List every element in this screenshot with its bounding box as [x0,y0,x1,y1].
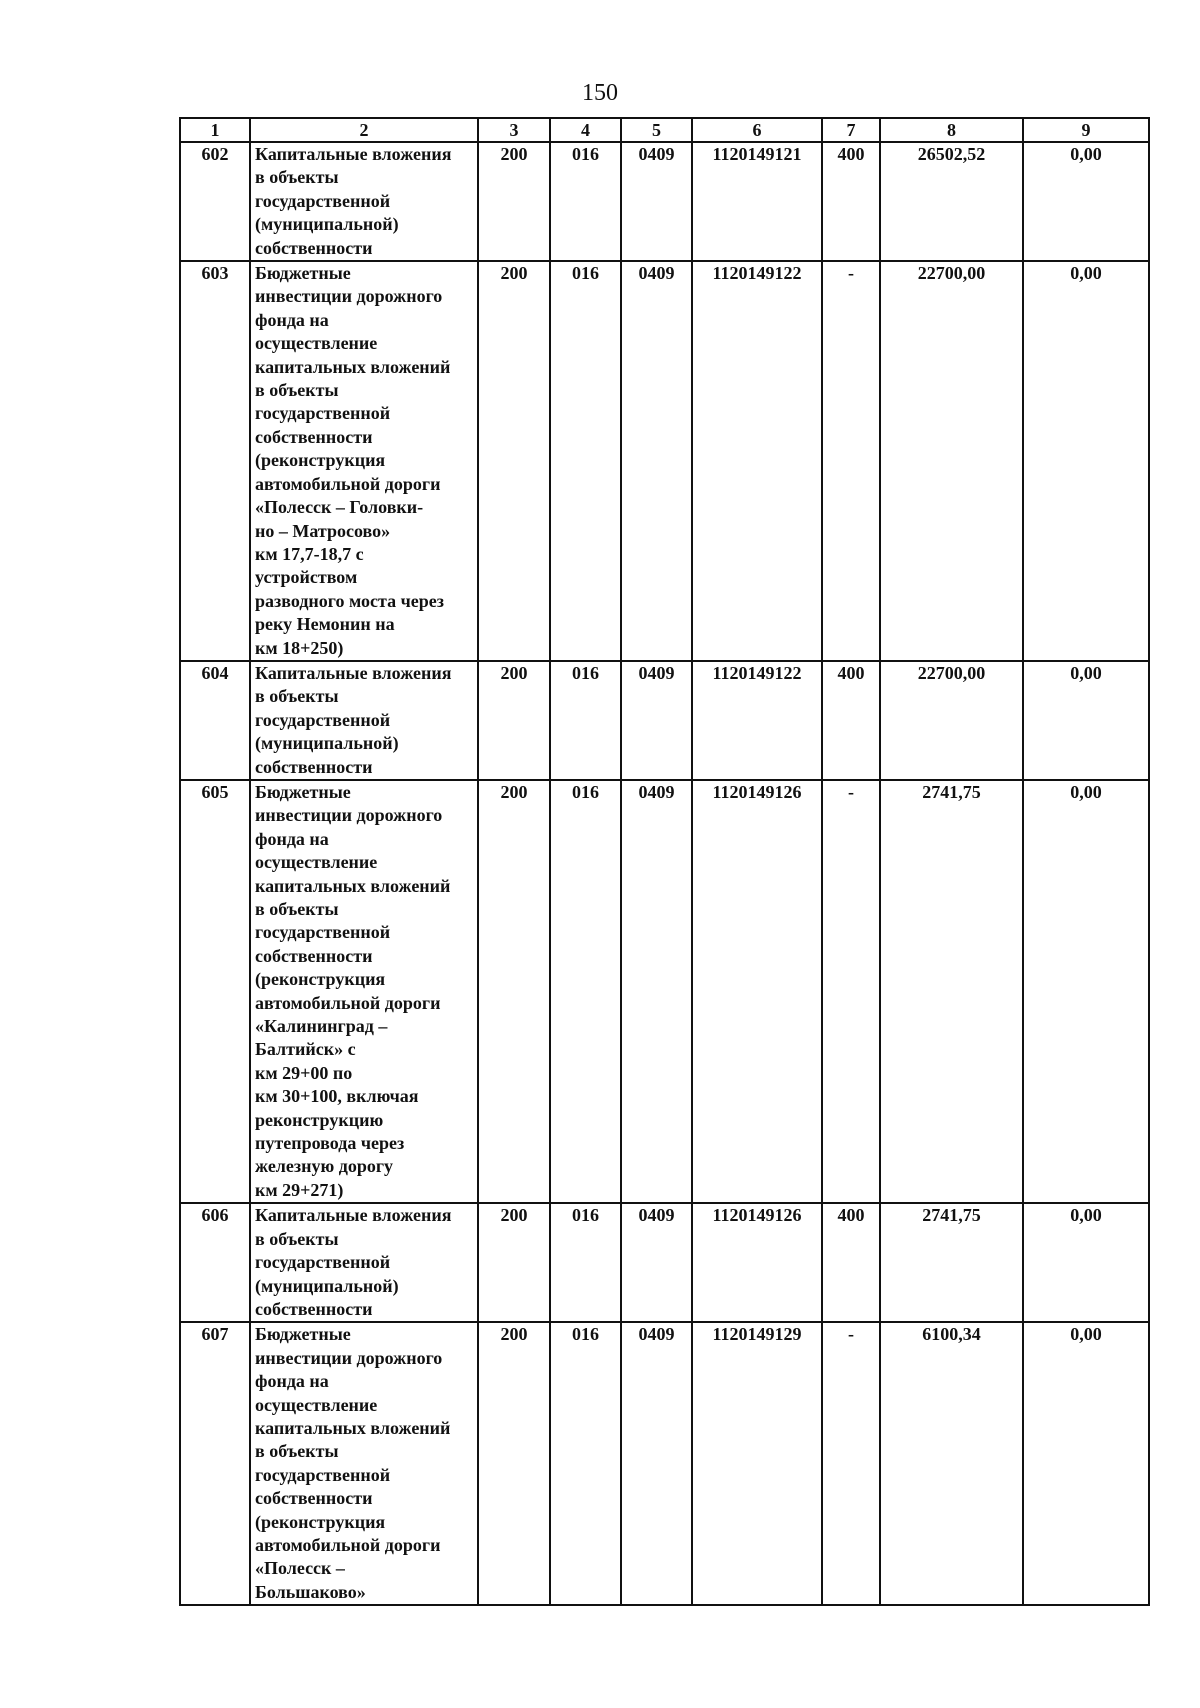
budget-table [179,117,1150,1606]
page-number: 150 [582,80,618,106]
row-col-8: 26502,52 [880,142,1023,261]
row-col-3: 200 [478,261,550,661]
row-col-8: 2741,75 [880,780,1023,1203]
table-body [180,142,1149,1605]
row-col-9: 0,00 [1023,1322,1149,1605]
row-col-5: 0409 [621,780,692,1203]
column-header-3: 3 [478,118,550,142]
row-col-7: - [822,261,880,661]
row-col-6: 1120149121 [692,142,822,261]
row-number: 605 [180,780,250,1203]
row-col-3: 200 [478,1203,550,1322]
table-header [180,118,1149,142]
row-name [250,142,478,261]
row-name-text: Бюджетные инвестиции дорожного фонда на осуществление капитальных вложений в объекты государственной собственности (реконструкция автомобильной дороги «Полесск – Головки- но – Матросово» км 17,7-18,7 с устройством разводного моста через реку Немонин на км 18+250) [255,263,451,658]
column-header-7: 7 [822,118,880,142]
row-name-text: Бюджетные инвестиции дорожного фонда на осуществление капитальных вложений в объекты государственной собственности (реконструкция автомобильной дороги «Калининград – Балтийск» с км 29+00 по км 30+100, включая реконструкцию путепровода через железную дорогу км 29+271) [255,781,451,1200]
row-number: 602 [180,142,250,261]
row-col-6: 1120149129 [692,1322,822,1605]
row-col-6: 1120149126 [692,1203,822,1322]
table-row [180,1203,1149,1322]
row-col-7: 400 [822,1203,880,1322]
row-col-5: 0409 [621,1203,692,1322]
row-col-7: 400 [822,142,880,261]
row-col-3: 200 [478,1322,550,1605]
row-name [250,1203,478,1322]
row-col-4: 016 [550,1203,621,1322]
row-col-4: 016 [550,261,621,661]
row-col-9: 0,00 [1023,780,1149,1203]
row-col-9: 0,00 [1023,1203,1149,1322]
row-name [250,780,478,1203]
row-col-6: 1120149122 [692,661,822,780]
row-col-8: 2741,75 [880,1203,1023,1322]
column-header-4: 4 [550,118,621,142]
row-number: 604 [180,661,250,780]
row-col-5: 0409 [621,142,692,261]
table-row [180,661,1149,780]
row-col-8: 22700,00 [880,661,1023,780]
row-col-9: 0,00 [1023,661,1149,780]
row-name-text: Капитальные вложения в объекты государственной (муниципальной) собственности [255,662,452,777]
row-col-8: 22700,00 [880,261,1023,661]
column-header-6: 6 [692,118,822,142]
row-col-4: 016 [550,780,621,1203]
column-header-9: 9 [1023,118,1149,142]
row-col-8: 6100,34 [880,1322,1023,1605]
row-col-5: 0409 [621,661,692,780]
table-row [180,142,1149,261]
row-name-text: Капитальные вложения в объекты государственной (муниципальной) собственности [255,144,452,258]
row-col-4: 016 [550,1322,621,1605]
row-col-3: 200 [478,780,550,1203]
header-row [180,118,1149,142]
table-row [180,261,1149,661]
column-header-2: 2 [250,118,478,142]
table-row [180,780,1149,1203]
row-col-5: 0409 [621,261,692,661]
row-name-text: Капитальные вложения в объекты государственной (муниципальной) собственности [255,1205,452,1319]
row-col-4: 016 [550,661,621,780]
row-name [250,661,478,780]
row-col-5: 0409 [621,1322,692,1605]
column-header-1: 1 [180,118,250,142]
row-name [250,1322,478,1605]
row-col-7: 400 [822,661,880,780]
row-col-3: 200 [478,661,550,780]
row-col-9: 0,00 [1023,142,1149,261]
column-header-5: 5 [621,118,692,142]
row-col-6: 1120149126 [692,780,822,1203]
row-number: 606 [180,1203,250,1322]
row-col-9: 0,00 [1023,261,1149,661]
column-header-8: 8 [880,118,1023,142]
row-col-7: - [822,780,880,1203]
row-col-6: 1120149122 [692,261,822,661]
row-number: 607 [180,1322,250,1605]
row-number: 603 [180,261,250,661]
row-name-text: Бюджетные инвестиции дорожного фонда на осуществление капитальных вложений в объекты государственной собственности (реконструкция автомобильной дороги «Полесск – Большаково» [255,1324,451,1602]
row-col-7: - [822,1322,880,1605]
row-name [250,261,478,661]
table-row [180,1322,1149,1605]
row-col-4: 016 [550,142,621,261]
row-col-3: 200 [478,142,550,261]
